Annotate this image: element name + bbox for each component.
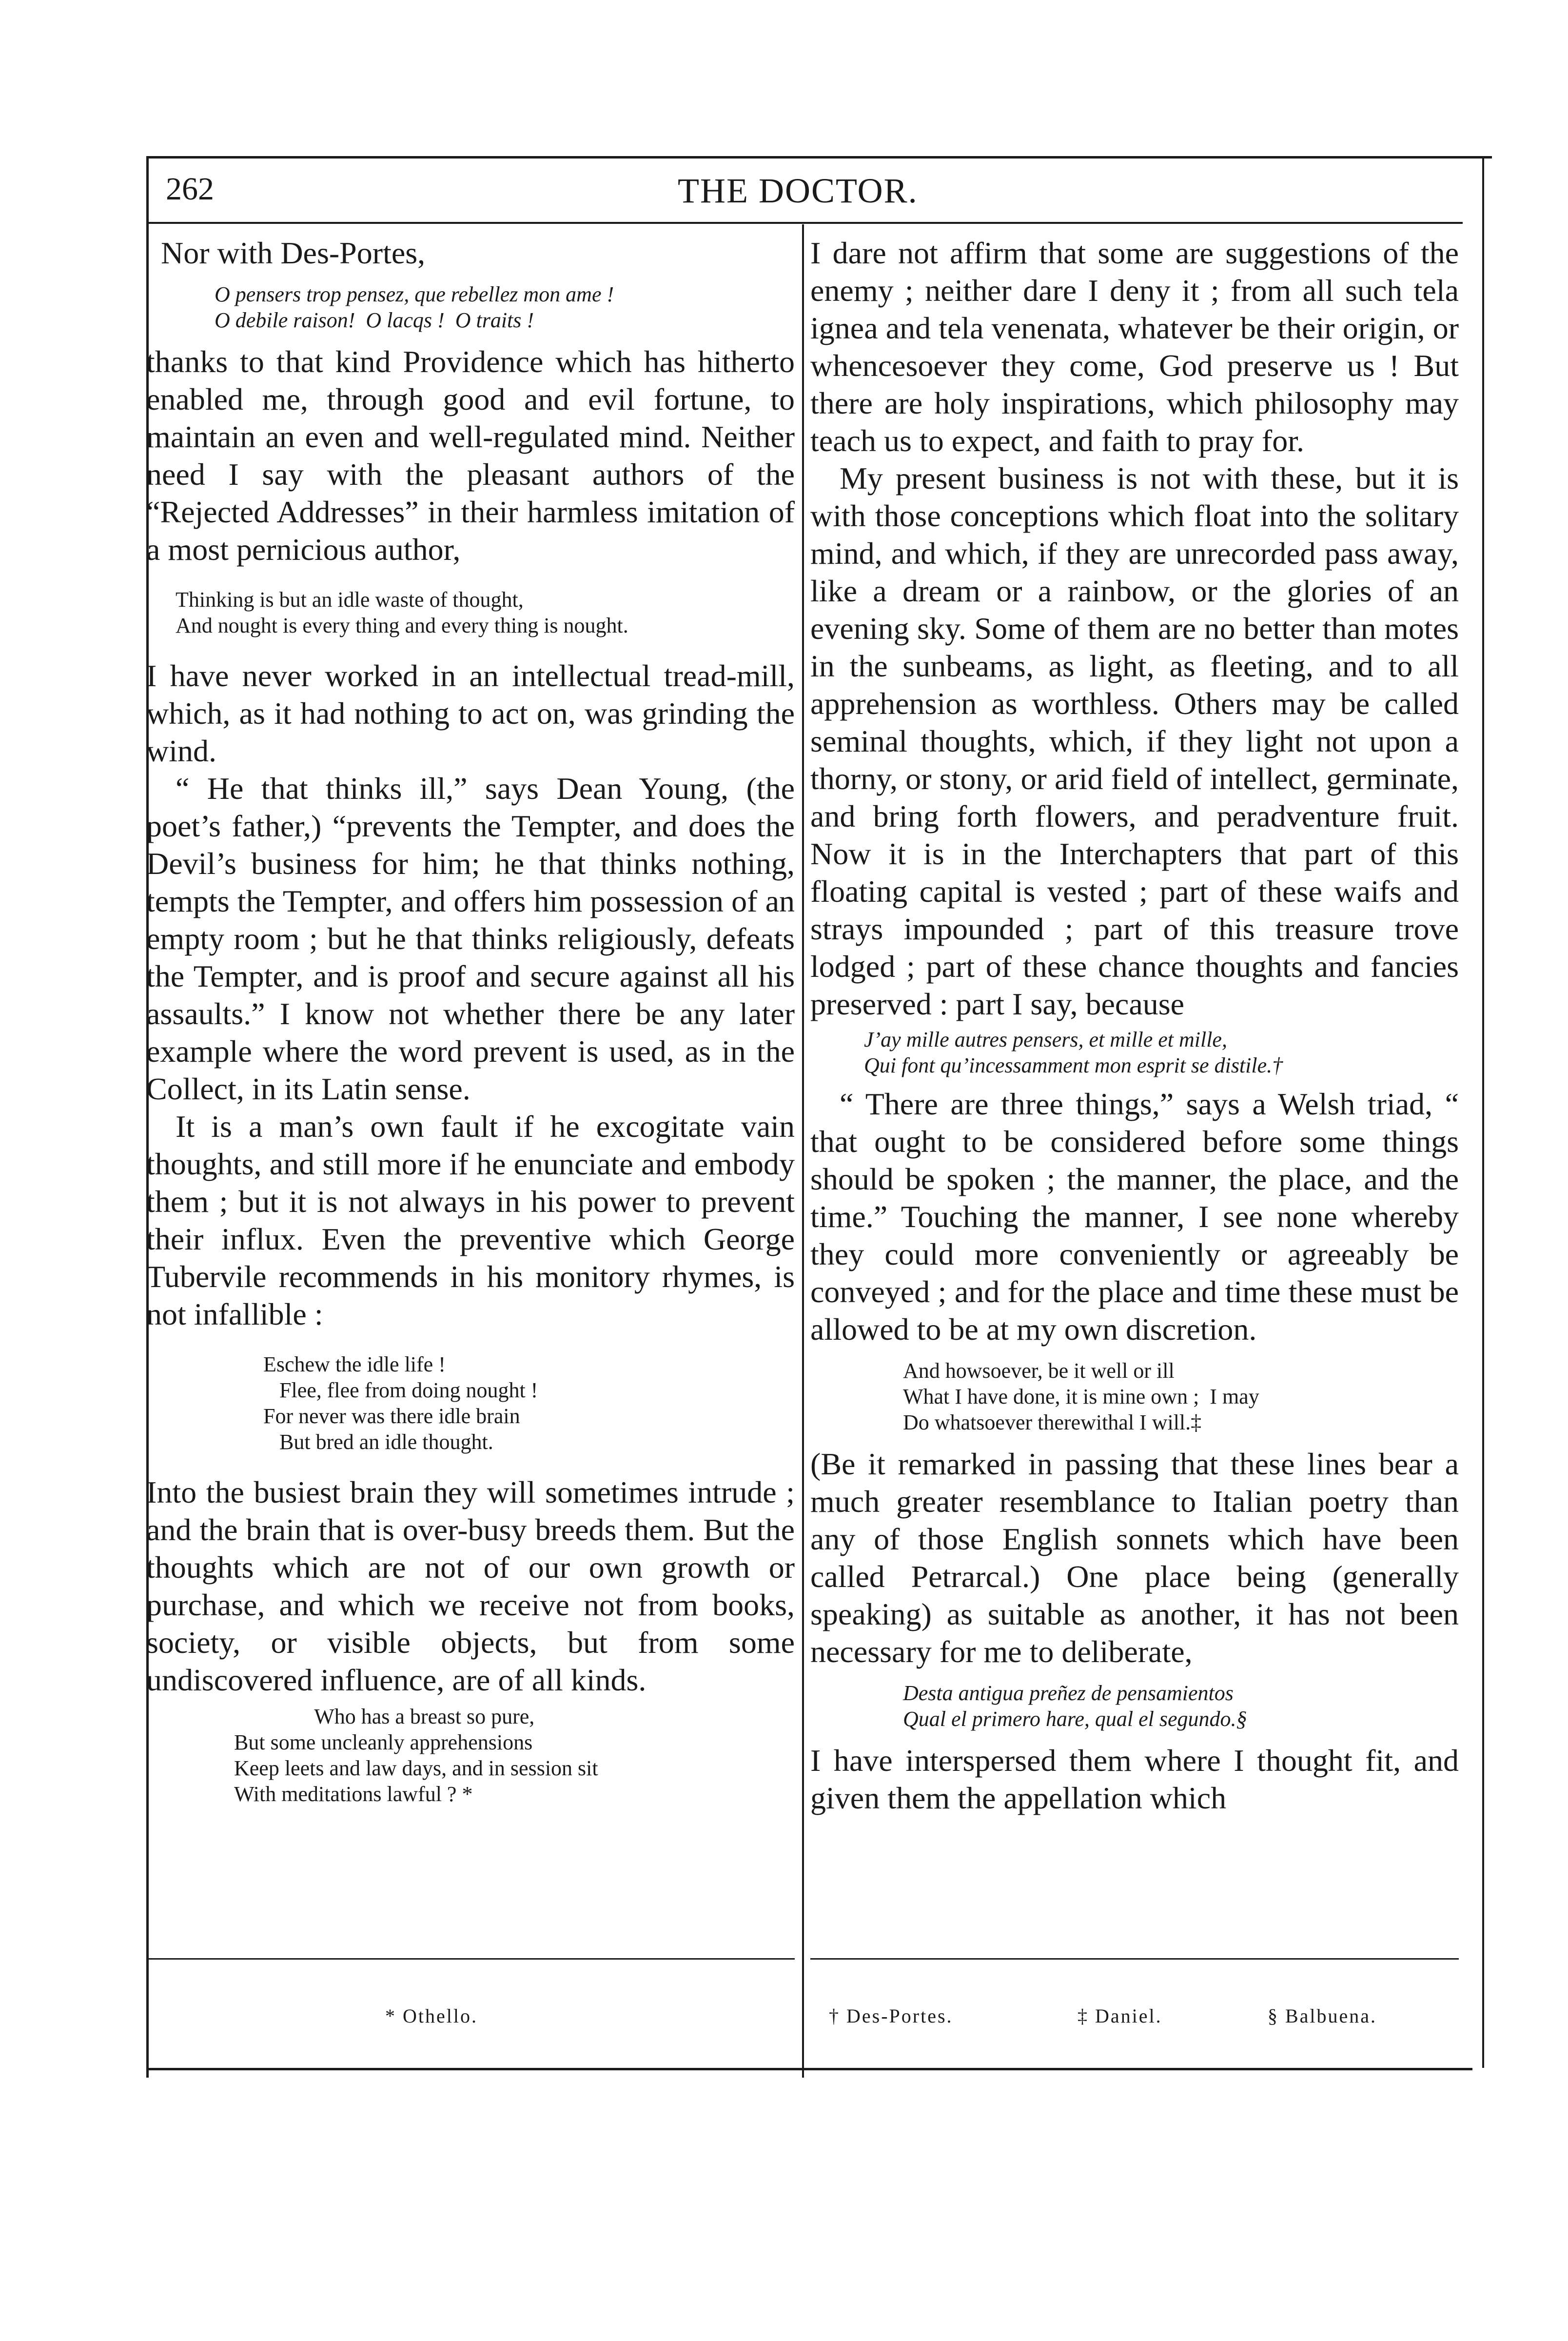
paragraph: thanks to that kind Providence which has hitherto enabled me, through good and evil fortune, to maintain an even and well-regulated mind. Neither need I say with the pleasant authors of the “Rejected Addresses” in their harmless imitation of a most pernicious author, (146, 344, 795, 567)
right-column (810, 234, 1459, 1817)
footnote-rule-right (810, 1958, 1459, 1960)
footnote-daniel: ‡ Daniel. (1078, 2005, 1162, 2027)
paragraph: Into the busiest brain they will sometimes intrude ; and the brain that is over-busy breeds them. But the thoughts which are not of our own growth or purchase, and which we receive not from books, society, or visible objects, but from some undiscovered influence, are of all kinds. (146, 1475, 795, 1697)
footnote-othello: * Othello. (385, 2005, 478, 2027)
paragraph: I have interspersed them where I thought fit, and given them the appellation which (810, 1743, 1459, 1815)
page-frame-right (1482, 156, 1484, 2068)
page-number: 262 (166, 171, 214, 207)
verse-line: Keep leets and law days, and in session sit (234, 1756, 598, 1780)
intro-line: Nor with Des-Portes, (161, 236, 426, 270)
footnote-rule-left (146, 1958, 795, 1960)
verse-line: Do whatsoever therewithal I will.‡ (903, 1410, 1202, 1434)
header-rule-bottom (146, 222, 1463, 224)
paragraph: I have never worked in an intellectual tread-mill, which, as it had nothing to act on, was grinding the wind. (146, 658, 795, 768)
paragraph: It is a man’s own fault if he excogitate vain thoughts, and still more if he enunciate and embody them ; but it is not always in his power to prevent their influx. Even the preventive which George Tubervile recommends in his monitory rhymes, is not infallible : (146, 1109, 795, 1331)
verse-line: Thinking is but an idle waste of thought, (176, 588, 524, 612)
verse-line: J’ay mille autres pensers, et mille et mille, (864, 1028, 1227, 1051)
verse-line: Who has a breast so pure, (234, 1705, 535, 1728)
verse-line: What I have done, it is mine own ; I may (903, 1385, 1259, 1409)
paragraph: “ There are three things,” says a Welsh triad, “ that ought to be considered before some things should be spoken ; the manner, the place, and the time.” Touching the manner, I see none whereby they could more conveniently or agreeably be conveyed ; and for the place and time these must be allowed to be at my own discretion. (810, 1087, 1459, 1347)
header-rule-top (146, 156, 1492, 159)
verse-balbuena (903, 1680, 1459, 1732)
verse-line: Desta antigua preñez de pensamientos (903, 1681, 1234, 1705)
verse-daniel (903, 1358, 1459, 1435)
running-title: THE DOCTOR. (678, 171, 918, 210)
verse-line: Eschew the idle life ! (263, 1352, 446, 1376)
verse-othello (234, 1704, 795, 1807)
verse-line: Flee, flee from doing nought ! (263, 1378, 538, 1402)
paragraph: “ He that thinks ill,” says Dean Young, (the poet’s father,) “prevents the Tempter, and does the Devil’s business for him; he that thinks nothing, tempts the Tempter, and offers him possession of an empty room ; but he that thinks religiously, defeats the Tempter, and is proof and secure against all his assaults.” I know not whether there be any later example where the word prevent is used, as in the Collect, in its Latin sense. (146, 771, 795, 1106)
verse-tubervile (263, 1351, 795, 1455)
paragraph: I dare not affirm that some are suggestions of the enemy ; neither dare I deny it ; from all such tela ignea and tela venenata, whatever be their origin, or whencesoever they come, God preserve us ! But there are holy inspirations, which philosophy may teach us to expect, and faith to pray for. (810, 236, 1459, 458)
footnote-desportes: † Des-Portes. (829, 2005, 953, 2027)
left-column (146, 234, 795, 1807)
verse-line: Qui font qu’incessamment mon esprit se distile.† (864, 1053, 1283, 1077)
paragraph: My present business is not with these, but it is with those conceptions which float into the solitary mind, and which, if they are unrecorded pass away, like a dream or a rainbow, or the glories of an evening sky. Some of them are no better than motes in the sunbeams, as light, as fleeting, and to all apprehension as worthless. Others may be called seminal thoughts, which, if they light not upon a thorny, or stony, or arid field of intellect, germinate, and bring forth flowers, and peradventure fruit. Now it is in the Interchapters that part of this floating capital is vested ; part of these waifs and strays impounded ; part of this treasure trove lodged ; part of these chance thoughts and fancies preserved : part I say, because (810, 461, 1459, 1021)
paragraph: (Be it remarked in passing that these lines bear a much greater resemblance to Italian poetry than any of those English sonnets which have been called Petrarcal.) One place being (generally speaking) as suitable as another, it has not been necessary for me to deliberate, (810, 1447, 1459, 1669)
verse-line: With meditations lawful ? * (234, 1782, 473, 1806)
footnote-balbuena: § Balbuena. (1268, 2005, 1377, 2027)
verse-line: But bred an idle thought. (263, 1430, 493, 1454)
column-divider (802, 224, 804, 2078)
page-frame-bottom (146, 2068, 1472, 2070)
verse-desportes-2 (864, 1027, 1459, 1078)
verse-line: For never was there idle brain (263, 1404, 520, 1428)
verse-line: O debile raison! O lacqs ! O traits ! (215, 308, 534, 332)
verse-line: O pensers trop pensez, que rebellez mon ame ! (215, 282, 614, 306)
verse-line: And howsoever, be it well or ill (903, 1359, 1175, 1383)
verse-rejected-addresses (176, 587, 795, 638)
verse-line: And nought is every thing and every thing is nought. (176, 614, 628, 637)
verse-desportes (215, 281, 795, 333)
verse-line: But some uncleanly apprehensions (234, 1730, 533, 1754)
verse-line: Qual el primero hare, qual el segundo.§ (903, 1707, 1247, 1731)
